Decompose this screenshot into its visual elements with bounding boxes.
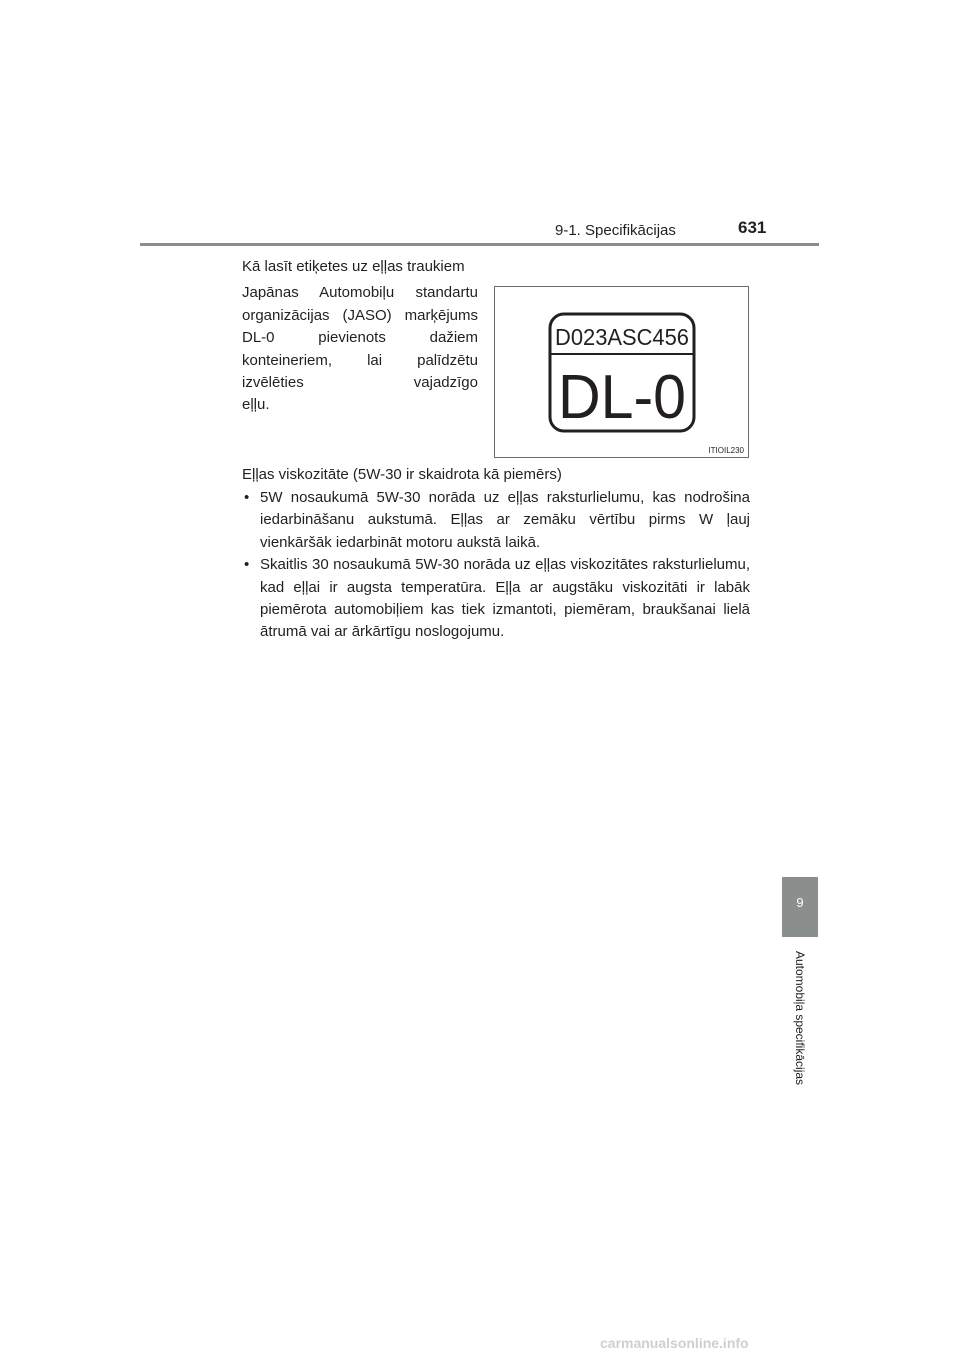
- intro-paragraph-end: eļļu.: [242, 396, 270, 413]
- viscosity-heading: Eļļas viskozitāte (5W-30 ir skaidrota kā piemērs): [242, 466, 562, 483]
- bullet-marker: •: [244, 556, 250, 574]
- list-item: [242, 554, 750, 644]
- jaso-label-drawing: [495, 287, 750, 459]
- intro-paragraph: Japānas Automobiļu standartu organizācijas (JASO) marķējums DL-0 pievienots dažiem konteineriem, lai palīdzētu izvēlēties vajadzīgo: [242, 284, 478, 391]
- chapter-tab[interactable]: [782, 877, 818, 937]
- label-code-text: D023ASC456: [555, 324, 689, 350]
- list-item: [242, 487, 750, 554]
- jaso-label-figure: [494, 286, 749, 458]
- chapter-label: Automobiļa specifikācijas: [793, 950, 807, 1086]
- chapter-number: 9: [796, 895, 804, 910]
- watermark: carmanualsonline.info: [600, 1335, 749, 1351]
- label-grade-text: DL-0: [558, 363, 686, 432]
- figure-id: ITIOIL230: [708, 446, 744, 455]
- page-number: 631: [738, 218, 767, 237]
- viscosity-bullet-list: [242, 487, 750, 644]
- bullet-marker: •: [244, 489, 250, 506]
- header-divider: [140, 243, 819, 246]
- section-heading: Kā lasīt etiķetes uz eļļas traukiem: [242, 258, 465, 275]
- bullet-text: Skaitlis 30 nosaukumā 5W-30 norāda uz eļļas viskozitātes raksturlielumu, kad eļļai ir augsta temperatūra. Eļļa ar augstāku viskozitāti ir labāk piemērota automobiļiem kas tiek izmantoti, piemēram, braukšanai lielā ātrumā vai ar ārkārtīgu noslogojumu.: [260, 556, 750, 641]
- bullet-text: 5W nosaukumā 5W-30 norāda uz eļļas raksturlielumu, kas nodrošina iedarbināšanu aukstumā. Eļļas ar zemāku vērtību pirms W ļauj vienkāršāk iedarbināt motoru aukstā laikā.: [260, 489, 750, 551]
- header-section-title: 9-1. Specifikācijas: [555, 222, 676, 239]
